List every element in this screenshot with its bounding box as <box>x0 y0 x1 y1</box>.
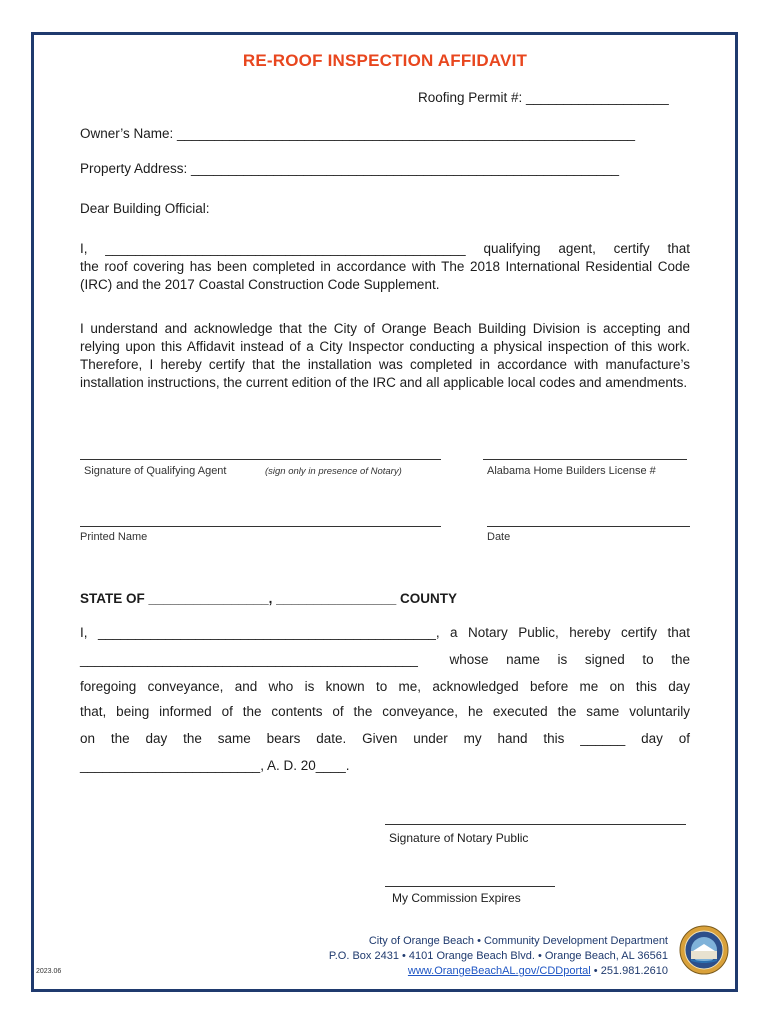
agent-signature-label: Signature of Qualifying Agent <box>84 465 227 477</box>
footer-contact <box>329 964 668 979</box>
certify-paragraph <box>80 240 690 294</box>
agent-signature-line[interactable] <box>80 459 441 460</box>
printed-name-line[interactable] <box>80 526 441 527</box>
license-number-line[interactable] <box>483 459 687 460</box>
footer-postal: P.O. Box 2431 • 4101 Orange Beach Blvd. • Orange Beach, AL 36561 <box>328 950 668 962</box>
commission-expires-line[interactable] <box>385 886 555 887</box>
notary-signature-label: Signature of Notary Public <box>389 831 529 845</box>
document-title: RE-ROOF INSPECTION AFFIDAVIT <box>242 51 528 70</box>
date-label: Date <box>487 531 511 543</box>
date-code: 2023.06 <box>36 968 62 975</box>
certify-text-start: qualifying agent, certify that <box>483 241 690 256</box>
state-county-line[interactable]: STATE OF ________________, ________________ COUNTY <box>80 591 458 606</box>
notary-presence-note: (sign only in presence of Notary) <box>265 466 402 477</box>
footer-address <box>329 934 668 979</box>
city-seal-icon <box>679 925 729 975</box>
footer-department: City of Orange Beach • Community Development Department <box>368 935 668 947</box>
certify-text-rest: the roof covering has been completed in accordance with The 2018 International Residential Code (IRC) and the 2017 Coastal Construction Code Supplement. <box>80 259 690 292</box>
notary-line-1: I, _____________________________________________, a Notary Public, hereby certify that <box>80 625 690 640</box>
notary-line-2-text: whose name is signed to the <box>449 652 690 667</box>
property-address-field[interactable]: Property Address: _________________________________________________________ <box>80 161 620 176</box>
signer-name-field[interactable]: _____________________________________________ <box>80 652 418 667</box>
notary-signature-line[interactable] <box>385 824 686 825</box>
notary-line-3: foregoing conveyance, and who is known to me, acknowledged before me on this day <box>80 679 690 694</box>
date-line[interactable] <box>487 526 690 527</box>
notary-line-5: on the day the same bears date. Given under my hand this ______ day of <box>80 731 690 746</box>
understand-paragraph: I understand and acknowledge that the City of Orange Beach Building Division is accepting and relying upon this Affidavit instead of a City Inspector conducting a physical inspection of this work. Therefore, I hereby certify that the installation was completed in accordance with manufacture’s installation instructions, the current edition of the IRC and all applicable local codes and amendments. <box>80 321 690 390</box>
owner-name-field[interactable]: Owner’s Name: _____________________________________________________________ <box>80 126 636 141</box>
page-border <box>31 32 738 992</box>
footer-phone: • 251.981.2610 <box>590 965 668 977</box>
commission-expires-label: My Commission Expires <box>392 891 521 905</box>
greeting: Dear Building Official: <box>80 201 210 216</box>
license-label: Alabama Home Builders License # <box>487 465 656 477</box>
roofing-permit-field[interactable]: Roofing Permit #: ___________________ <box>418 90 669 105</box>
notary-line-2 <box>80 652 690 667</box>
portal-link[interactable]: www.OrangeBeachAL.gov/CDDportal <box>407 965 591 977</box>
notary-line-6: ________________________, A. D. 20____. <box>80 758 350 773</box>
qualifying-agent-name-field[interactable]: I, ________________________________________________ <box>80 241 466 256</box>
printed-name-label: Printed Name <box>80 531 148 543</box>
notary-line-4: that, being informed of the contents of the conveyance, he executed the same voluntarily <box>80 704 690 719</box>
